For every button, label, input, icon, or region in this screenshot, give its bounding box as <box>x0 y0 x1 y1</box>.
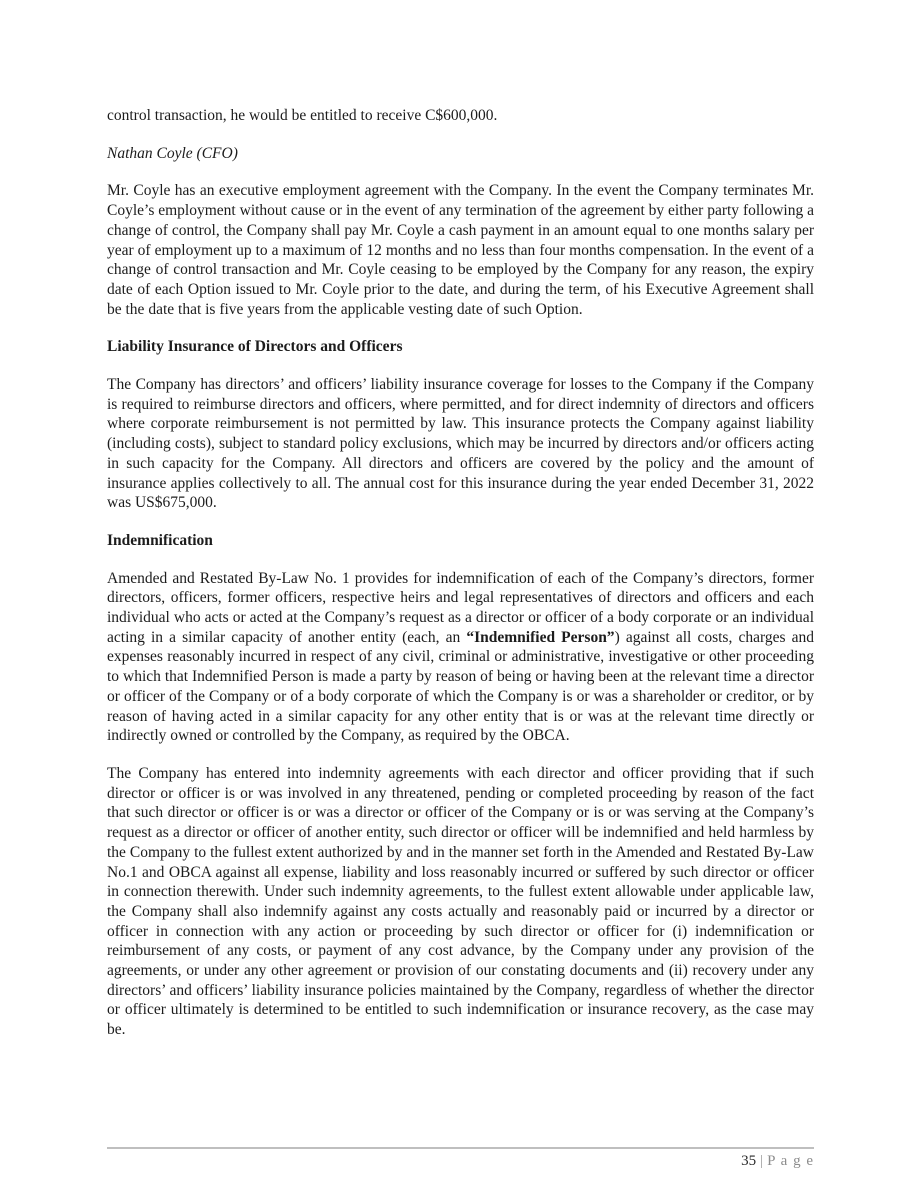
liability-insurance-paragraph: The Company has directors’ and officers’ liability insurance coverage for losses to the Company if the Company is required to reimburse directors and officers, where permitted, and for direct indemnity of directors and officers where corporate reimbursement is not permitted by law. This insurance protects the Company against liability (including costs), subject to standard policy exclusions, which may be incurred by directors and/or officers acting in such capacity for the Company. All directors and officers are covered by the policy and the amount of insurance applies collectively to all. The annual cost for this insurance during the year ended December 31, 2022 was US$675,000. <box>107 376 814 512</box>
page-footer <box>107 1147 814 1171</box>
cfo-subheading: Nathan Coyle (CFO) <box>107 144 238 162</box>
indemnification-text-pre: Amended and Restated By-Law No. 1 provides for indemnification of each of the Company’s directors, former directors, officers, former officers, respective heirs and legal representatives of directors and officers and each individual who acts or acted at the Company’s request as a director or officer of a body corporate or an individual acting in a similar capacity of another entity (each, an <box>107 569 814 646</box>
footer-separator: | <box>760 1153 764 1169</box>
continued-paragraph: control transaction, he would be entitled to receive C$600,000. <box>107 107 498 124</box>
indemnification-text-post: ) against all costs, charges and expenses reasonably incurred in respect of any civil, criminal or administrative, investigative or other proceeding to which that Indemnified Person is made a party by reason of being or having been at the relevant time a director or officer of the Company or of a body corporate of which the Company is or was a shareholder or creditor, or by reason of having acted in a similar capacity for any other entity that is or was at the relevant time directly or indirectly owned or controlled by the Company, as required by the OBCA. <box>107 628 814 745</box>
indemnified-person-term: “Indemnified Person” <box>466 628 615 646</box>
indemnification-paragraph <box>107 569 814 746</box>
page-content <box>107 106 814 1058</box>
indemnification-heading: Indemnification <box>107 531 213 549</box>
liability-insurance-heading: Liability Insurance of Directors and Officers <box>107 338 403 356</box>
indemnity-agreements-paragraph: The Company has entered into indemnity agreements with each director and officer providing that if such director or officer is or was involved in any threatened, pending or completed proceeding by reason of the fact that such director or officer is or was a director or officer of the Company or is or was serving at the Company’s request as a director or officer of another entity, such director or officer will be indemnified and held harmless by the Company to the fullest extent authorized by and in the manner set forth in the Amended and Restated By-Law No.1 and OBCA against all expense, liability and loss reasonably incurred or suffered by such director or officer in connection therewith. Under such indemnity agreements, to the fullest extent allowable under applicable law, the Company shall also indemnify against any costs actually and reasonably paid or incurred by a director or officer in connection with any action or proceeding by such director or officer for (i) indemnification or reimbursement of any costs, or payment of any cost advance, by the Company under any provision of the agreements, or under any other agreement or provision of our constating documents and (ii) recovery under any directors’ and officers’ liability insurance policies maintained by the Company, regardless of whether the director or officer ultimately is determined to be entitled to such indemnification or insurance recovery, as the case may be. <box>107 764 814 1039</box>
coyle-agreement-paragraph: Mr. Coyle has an executive employment agreement with the Company. In the event the Company terminates Mr. Coyle’s employment without cause or in the event of any termination of the agreement by either party following a change of control, the Company shall pay Mr. Coyle a cash payment in an amount equal to one months salary per year of employment up to a maximum of 12 months and no less than four months compensation. In the event of a change of control transaction and Mr. Coyle ceasing to be employed by the Company for any reason, the expiry date of each Option issued to Mr. Coyle prior to the date, and during the term, of his Executive Agreement shall be the date that is five years from the applicable vesting date of such Option. <box>107 182 814 318</box>
page-label: P a g e <box>767 1153 814 1169</box>
page-number: 35 <box>741 1153 757 1169</box>
